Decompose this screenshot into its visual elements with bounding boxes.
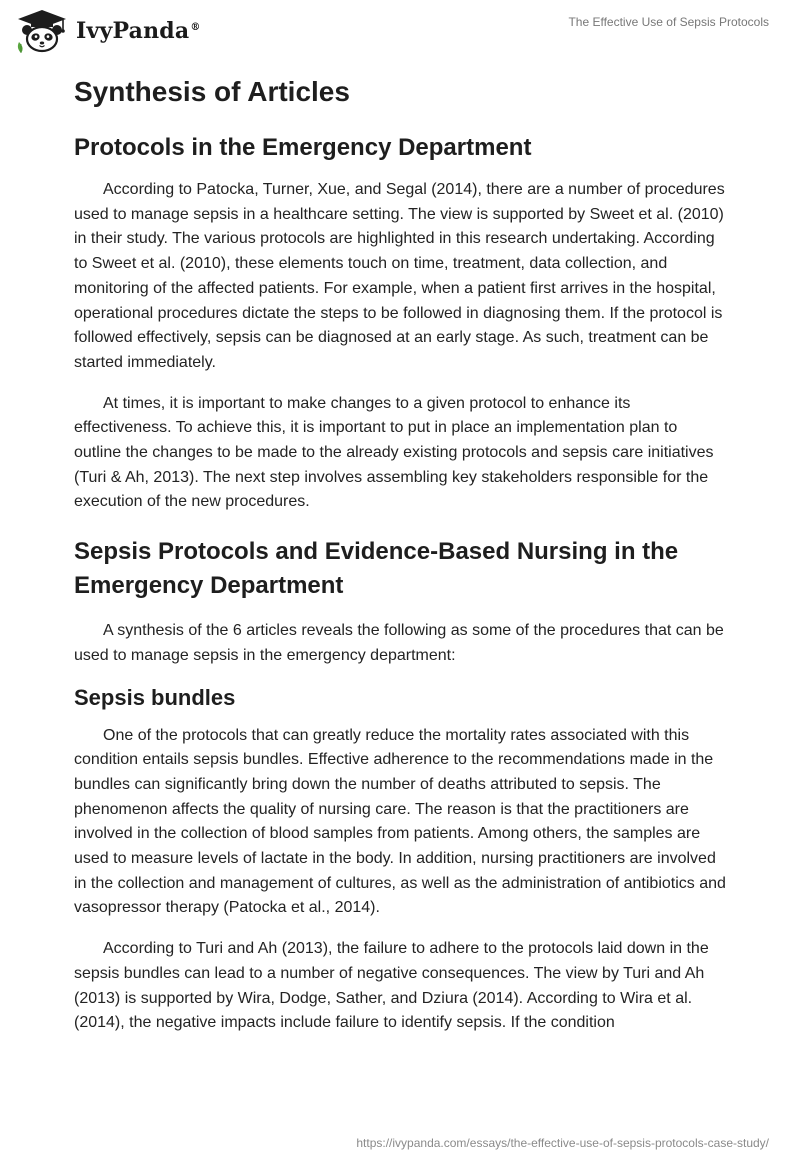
document-title: The Effective Use of Sepsis Protocols bbox=[568, 15, 769, 29]
page-header bbox=[0, 0, 800, 62]
article-body bbox=[74, 70, 726, 1036]
section-heading-evidence-based-nursing: Sepsis Protocols and Evidence-Based Nursing in the Emergency Department bbox=[74, 538, 679, 600]
subsection-heading-sepsis-bundles: Sepsis bundles bbox=[74, 684, 236, 710]
panda-graduate-icon bbox=[14, 8, 70, 54]
paragraph: According to Turi and Ah (2013), the failure to adhere to the protocols laid down in the sepsis bundles can lead to a number of negative consequences. The view by Turi and Ah (2013) is supported by Wira, Dodge, Sather, and Dziura (2014). According to Wira et al. (2014), the negative impacts include failure to identify sepsis. If the condition bbox=[74, 940, 709, 1032]
paragraph: According to Patocka, Turner, Xue, and Segal (2014), there are a number of procedures used to manage sepsis in a healthcare setting. The view is supported by Sweet et al. (2010) in their study. The various protocols are highlighted in this research undertaking. According to Sweet et al. (2010), these elements touch on time, treatment, data collection, and monitoring of the affected patients. For example, when a patient first arrives in the hospital, operational procedures dictate the steps to be followed in diagnosing them. If the protocol is followed effectively, sepsis can be diagnosed at an early stage. As such, treatment can be started immediately. bbox=[74, 181, 725, 371]
brand-name: IvyPanda® bbox=[76, 18, 201, 44]
paragraph: A synthesis of the 6 articles reveals the following as some of the procedures that can be used to manage sepsis in the emergency department: bbox=[74, 622, 724, 664]
page-title: Synthesis of Articles bbox=[74, 76, 350, 107]
registered-mark: ® bbox=[190, 21, 201, 33]
paragraph: One of the protocols that can greatly reduce the mortality rates associated with this condition entails sepsis bundles. Effective adherence to the recommendations made in the bundles can significantly bring down the number of deaths attributed to sepsis. The phenomenon affects the quality of nursing care. The reason is that the practitioners are involved in the collection of blood samples from patients. Among others, the samples are used to measure levels of lactate in the body. In addition, nursing practitioners are involved in the collection and management of cultures, as well as the administration of antibiotics and vasopressor therapy (Patocka et al., 2014). bbox=[74, 726, 726, 917]
section-heading-protocols-ed: Protocols in the Emergency Department bbox=[74, 134, 532, 161]
paragraph: At times, it is important to make changes to a given protocol to enhance its effectiveness. To achieve this, it is important to put in place an implementation plan to outline the changes to be made to the already existing protocols and sepsis care initiatives (Turi & Ah, 2013). The next step involves assembling key stakeholders responsible for the execution of the new procedures. bbox=[74, 394, 714, 511]
ivypanda-logo[interactable] bbox=[14, 8, 201, 54]
source-url-link[interactable]: https://ivypanda.com/essays/the-effective-use-of-sepsis-protocols-case-study/ bbox=[356, 1136, 769, 1150]
